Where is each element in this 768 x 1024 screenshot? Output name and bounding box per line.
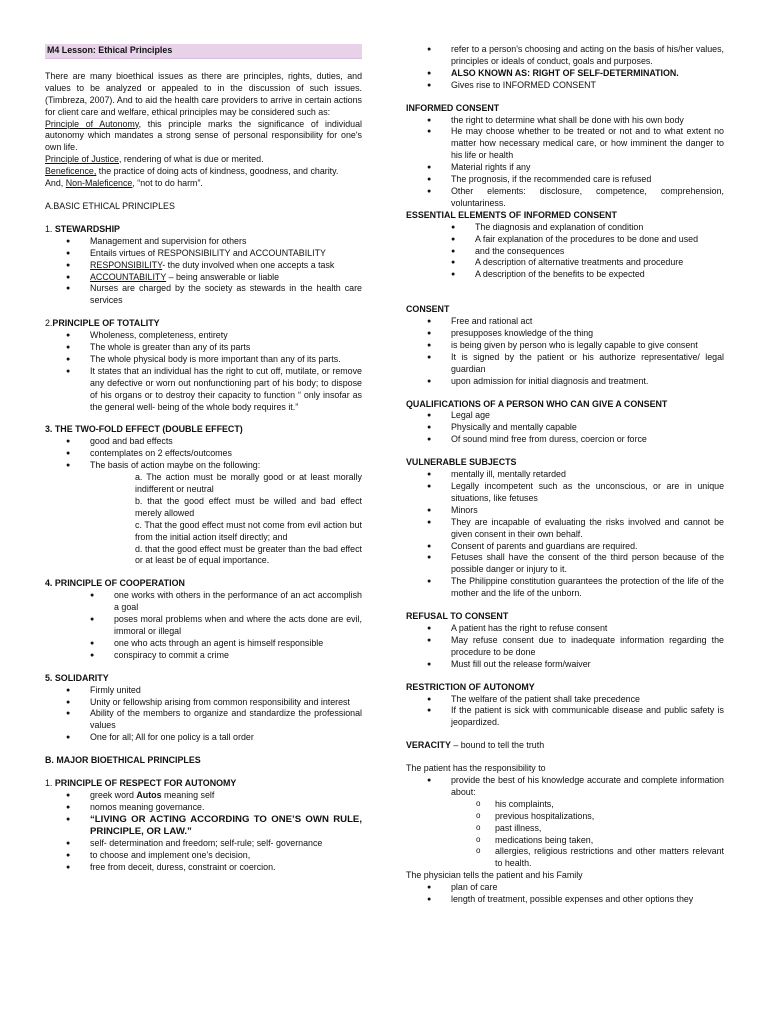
restriction-list xyxy=(406,694,724,730)
list-item: ● length of treatment, possible expenses and other options they xyxy=(406,894,724,906)
twofold-heading: 3. THE TWO-FOLD EFFECT (DOUBLE EFFECT) xyxy=(45,424,243,435)
section-a-heading: A.BASIC ETHICAL PRINCIPLES xyxy=(45,200,175,211)
veracity-heading: VERACITY – bound to tell the truth xyxy=(406,740,545,751)
right-column xyxy=(406,44,724,906)
qualifications-list xyxy=(406,410,724,446)
physician-list xyxy=(406,882,724,906)
list-item: ● Legal age xyxy=(406,410,724,422)
nonmal-prefix: And, xyxy=(45,178,66,189)
list-item: ● A description of alternative treatments and procedure xyxy=(406,257,724,269)
list-item: ● contemplates on 2 effects/outcomes xyxy=(45,448,362,460)
list-item: ● Material rights if any xyxy=(406,162,724,174)
patient-responsibility: The patient has the responsibility to xyxy=(406,763,546,774)
list-item: ● Ability of the members to organize and standardize the professional values xyxy=(45,708,362,732)
justice-term: Principle of Justice xyxy=(45,154,119,165)
consent-heading: CONSENT xyxy=(406,304,450,315)
justice-def: , rendering of what is due or merited. xyxy=(119,154,264,165)
patient-provide-list xyxy=(406,775,724,799)
respect-heading: 1. PRINCIPLE OF RESPECT FOR AUTONOMY xyxy=(45,778,237,789)
list-item: ● The whole physical body is more important than any of its parts. xyxy=(45,354,362,366)
list-item: o his complaints, xyxy=(406,799,724,811)
nonmal-def: , “not to do harm”. xyxy=(132,178,203,189)
list-item: ● A description of the benefits to be expected xyxy=(406,269,724,281)
qualifications-heading: QUALIFICATIONS OF A PERSON WHO CAN GIVE A CONSENT xyxy=(406,398,668,409)
list-item: ● RESPONSIBILITY- the duty involved when one accepts a task xyxy=(45,260,362,272)
list-item: ● Firmly united xyxy=(45,685,362,697)
list-item: ● It states that an individual has the right to cut off, mutilate, or remove any defective or worn out nonfunctioning part of his body; to dispose of his organs or to destroy their capacity to function “ only insofar as the general well- being of the whole body requires it.” xyxy=(45,366,362,414)
refusal-list xyxy=(406,623,724,671)
twofold-sub-d: d. that the good effect must be greater than the bad effect or at least be of equal importance. xyxy=(135,543,362,566)
list-item: ● upon admission for initial diagnosis and treatment. xyxy=(406,376,724,388)
list-item: ● ALSO KNOWN AS: RIGHT OF SELF-DETERMINATION. xyxy=(406,68,724,80)
list-item: ● Entails virtues of RESPONSIBILITY and ACCOUNTABILITY xyxy=(45,248,362,260)
list-item: ● The Philippine constitution guarantees the protection of the life of the mother and the life of the unborn. xyxy=(406,576,724,600)
nonmal-term: Non-Maleficence xyxy=(65,178,133,189)
list-item: ● It is signed by the patient or his authorize representative/ legal guardian xyxy=(406,352,724,376)
list-item: ● The whole is greater than any of its parts xyxy=(45,342,362,354)
list-item: ● presupposes knowledge of the thing xyxy=(406,328,724,340)
list-item: ● He may choose whether to be treated or not and to what extent no matter how necessary medical care, or how imminent the danger to his life or health xyxy=(406,126,724,162)
twofold-sub-a: a. The action must be morally good or at least morally indifferent or neutral xyxy=(135,472,362,494)
respect-list xyxy=(45,790,362,874)
twofold-list xyxy=(45,436,362,472)
list-item: o past illness, xyxy=(406,823,724,835)
list-item: ● Minors xyxy=(406,505,724,517)
list-item: ● the right to determine what shall be done with his own body xyxy=(406,115,724,127)
list-item: ● The diagnosis and explanation of condition xyxy=(406,222,724,234)
list-item: ● Free and rational act xyxy=(406,316,724,328)
totality-list xyxy=(45,330,362,413)
list-item: ● A fair explanation of the procedures to be done and used xyxy=(406,234,724,246)
list-item: ● Consent of parents and guardians are required. xyxy=(406,541,724,553)
list-item: ● refer to a person's choosing and acting on the basis of his/her values, principles or ideals of conduct, goals and purposes. xyxy=(406,44,724,68)
list-item: ● Physically and mentally capable xyxy=(406,422,724,434)
list-item: ● Fetuses shall have the consent of the third person because of the possible danger or injury to it. xyxy=(406,552,724,576)
vulnerable-subjects-heading: VULNERABLE SUBJECTS xyxy=(406,457,517,468)
list-item: ● The prognosis, if the recommended care is refused xyxy=(406,174,724,186)
informed-consent-heading: INFORMED CONSENT xyxy=(406,102,500,113)
vulnerable-subjects-list xyxy=(406,469,724,600)
left-column xyxy=(45,44,362,873)
consent-list xyxy=(406,316,724,387)
list-item: o allergies, religious restrictions and other matters relevant to health. xyxy=(406,846,724,870)
list-item: ● greek word Autos meaning self xyxy=(45,790,362,802)
autonomy-def: , this principle marks the significance of individual autonomy which mandates a strong sense of personal responsibility for one's own life. xyxy=(45,118,362,153)
list-item: ● Management and supervision for others xyxy=(45,236,362,248)
list-item: ● one works with others in the performance of an act accomplish a goal xyxy=(45,590,362,614)
lesson-title: M4 Lesson: Ethical Principles xyxy=(47,45,173,55)
autonomy-definition xyxy=(45,119,362,155)
list-item: ● self- determination and freedom; self-rule; self- governance xyxy=(45,838,362,850)
essential-elements-heading: ESSENTIAL ELEMENTS OF INFORMED CONSENT xyxy=(406,209,617,220)
list-item: ● poses moral problems when and where the acts done are evil, immoral or illegal xyxy=(45,614,362,638)
physician-tells: The physician tells the patient and his Family xyxy=(406,870,583,881)
list-item: ● mentally ill, mentally retarded xyxy=(406,469,724,481)
justice-definition xyxy=(45,154,362,166)
list-item: ● The basis of action maybe on the following: xyxy=(45,460,362,472)
list-item: ● is being given by person who is legally capable to give consent xyxy=(406,340,724,352)
list-item: ● good and bad effects xyxy=(45,436,362,448)
list-item: ● Gives rise to INFORMED CONSENT xyxy=(406,80,724,92)
nonmaleficence-definition xyxy=(45,178,362,190)
list-item: ● conspiracy to commit a crime xyxy=(45,650,362,662)
list-item: ● Unity or fellowship arising from common responsibility and interest xyxy=(45,697,362,709)
list-item: ● to choose and implement one’s decision, xyxy=(45,850,362,862)
list-item: ● Nurses are charged by the society as stewards in the health care services xyxy=(45,283,362,307)
list-item: ● One for all; All for one policy is a tall order xyxy=(45,732,362,744)
stewardship-heading: 1. STEWARDSHIP xyxy=(45,223,120,234)
list-item: ● They are incapable of evaluating the risks involved and cannot be given consent in their own behalf. xyxy=(406,517,724,541)
list-item: ● “LIVING OR ACTING ACCORDING TO ONE’S OWN RULE, PRINCIPLE, OR LAW.” xyxy=(45,814,362,838)
list-item: ● Legally incompetent such as the unconscious, or are in unique situations, like fetuses xyxy=(406,481,724,505)
list-item: ● plan of care xyxy=(406,882,724,894)
list-item: ● Of sound mind free from duress, coercion or force xyxy=(406,434,724,446)
beneficence-def: the practice of doing acts of kindness, goodness, and charity. xyxy=(96,166,339,177)
intro-paragraph: There are many bioethical issues as there are principles, rights, duties, and values to be analyzed or appealed to in the discussion of such issues. (Timbreza, 2007). And to aid the health care providers to arrive in certain actions for client care and welfare, ethical principles may be considered such as: xyxy=(45,70,362,117)
cooperation-heading: 4. PRINCIPLE OF COOPERATION xyxy=(45,578,185,589)
refusal-heading: REFUSAL TO CONSENT xyxy=(406,611,509,622)
list-item: ● May refuse consent due to inadequate information regarding the procedure to be done xyxy=(406,635,724,659)
solidarity-list xyxy=(45,685,362,745)
list-item: ● The welfare of the patient shall take precedence xyxy=(406,694,724,706)
list-item: o previous hospitalizations, xyxy=(406,811,724,823)
autonomy-continued-list xyxy=(406,44,724,92)
list-item: ● free from deceit, duress, constraint or coercion. xyxy=(45,862,362,874)
list-item: ● and the consequences xyxy=(406,246,724,258)
twofold-sub-c: c. That the good effect must not come from evil action but from the initial action itself directly; and xyxy=(135,519,362,542)
list-item: ● If the patient is sick with communicable disease and public safety is jeopardized. xyxy=(406,705,724,729)
list-item: ● one who acts through an agent is himself responsible xyxy=(45,638,362,650)
informed-consent-list xyxy=(406,115,724,210)
solidarity-heading: 5. SOLIDARITY xyxy=(45,672,109,683)
beneficence-definition xyxy=(45,166,362,178)
list-item: ● Other elements: disclosure, competence, comprehension, voluntariness. xyxy=(406,186,724,210)
totality-heading: 2.PRINCIPLE OF TOTALITY xyxy=(45,318,160,329)
patient-info-sublist xyxy=(406,799,724,870)
lesson-title-bar xyxy=(45,44,362,59)
list-item: ● Wholeness, completeness, entirety xyxy=(45,330,362,342)
autonomy-term: Principle of Autonomy xyxy=(45,118,139,129)
list-item: ● provide the best of his knowledge accurate and complete information about: xyxy=(406,775,724,799)
section-b-heading: B. MAJOR BIOETHICAL PRINCIPLES xyxy=(45,755,201,766)
essential-elements-list xyxy=(406,222,724,282)
list-item: ● nomos meaning governance. xyxy=(45,802,362,814)
list-item: ● Must fill out the release form/waiver xyxy=(406,659,724,671)
beneficence-term: Beneficence, xyxy=(45,166,97,177)
twofold-sub-b: b. that the good effect must be willed and bad effect merely allowed xyxy=(135,495,362,518)
stewardship-list xyxy=(45,236,362,307)
cooperation-list xyxy=(45,590,362,661)
list-item: ● ACCOUNTABILITY – being answerable or liable xyxy=(45,272,362,284)
list-item: ● A patient has the right to refuse consent xyxy=(406,623,724,635)
restriction-heading: RESTRICTION OF AUTONOMY xyxy=(406,681,535,692)
list-item: o medications being taken, xyxy=(406,835,724,847)
